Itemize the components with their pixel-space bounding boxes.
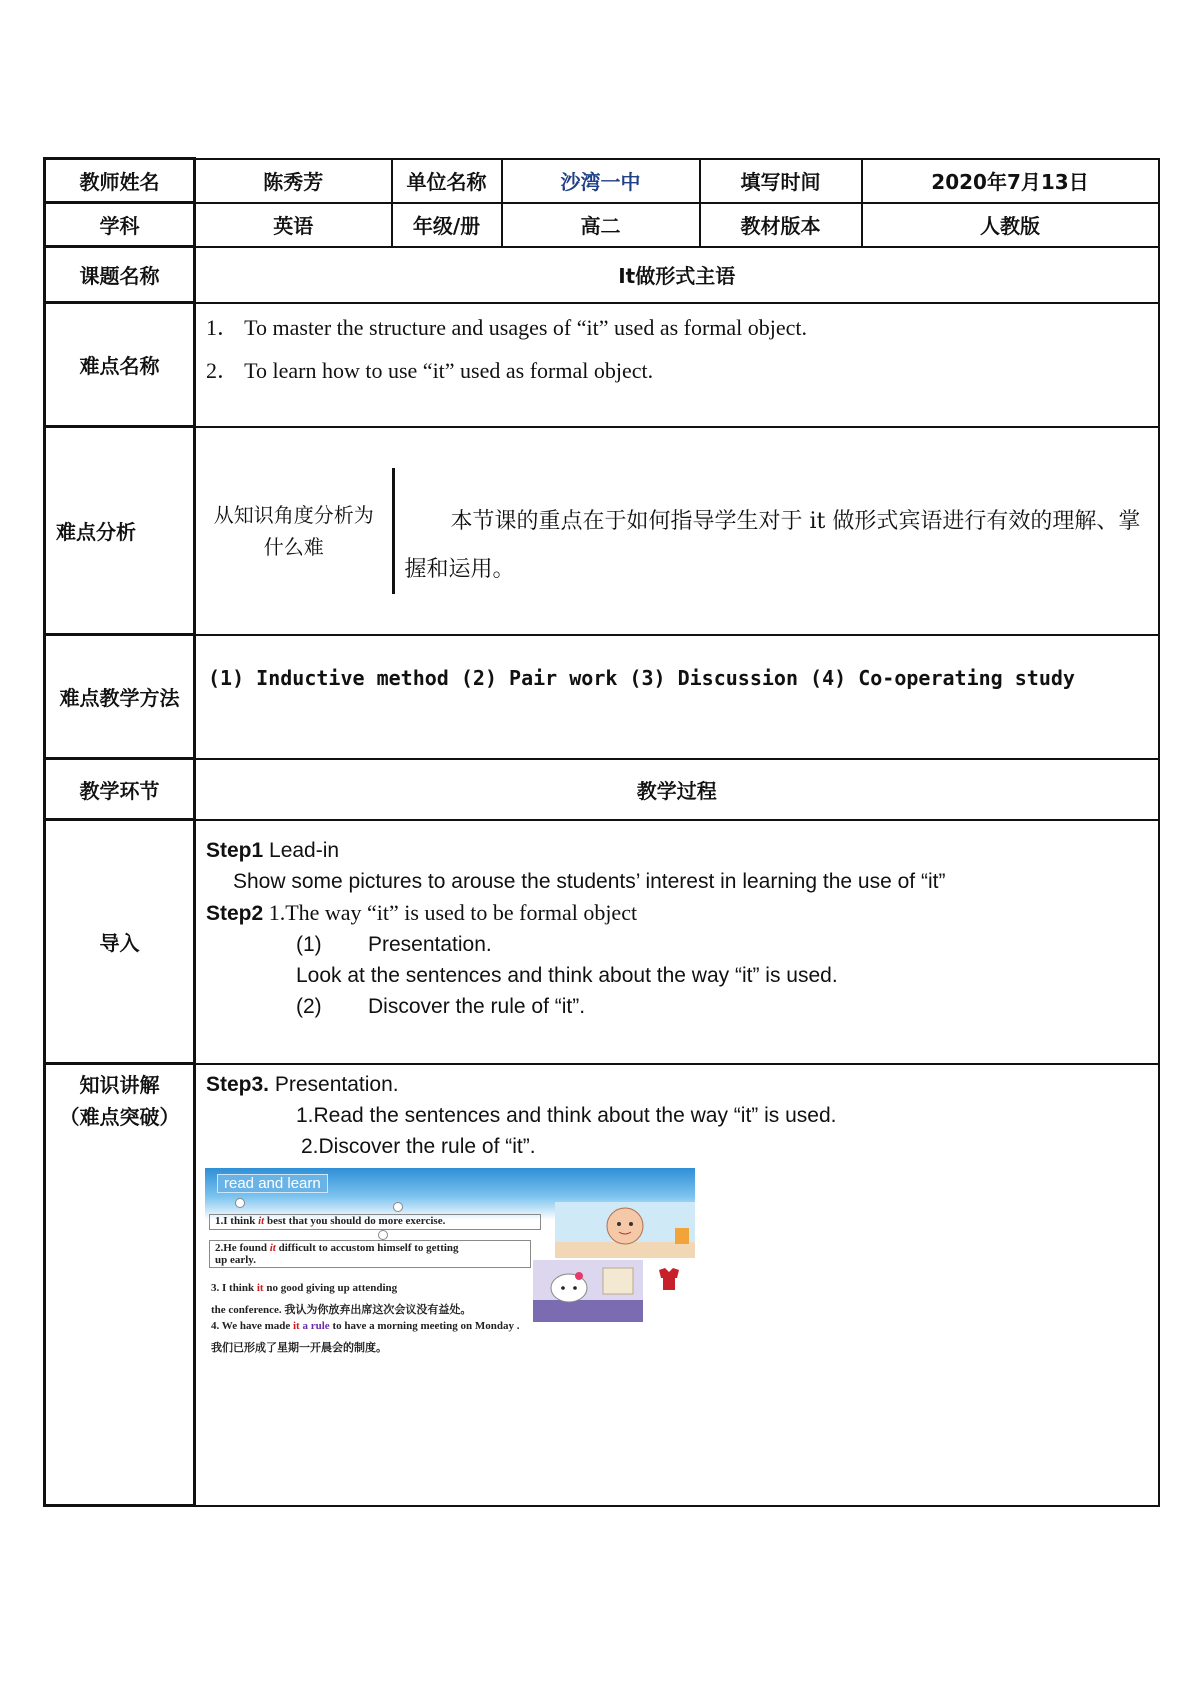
knowledge-label-line1: 知识讲解 (79, 1073, 160, 1097)
s3-b: no good giving up attending (263, 1281, 398, 1294)
difficulty-list (195, 303, 1159, 427)
difficulty-item-2: 2． To learn how to use “it” used as formal object. (206, 357, 654, 383)
baby-toy (675, 1228, 689, 1244)
intro-sub2-num: (2) (296, 994, 322, 1018)
intro-step1-bold: Step1 (206, 838, 264, 862)
knowledge-step3-bold: Step3. (206, 1072, 270, 1096)
process-value: 教学过程 (195, 759, 1159, 820)
intro-sub1 (206, 929, 1148, 960)
date-value: 2020年7月13日 (862, 159, 1159, 203)
intro-sub1-text: Presentation. (368, 932, 492, 956)
difficulty-label: 难点名称 (45, 303, 195, 427)
intro-step2-bold: Step2 (206, 901, 264, 925)
kitty-picture (533, 1260, 643, 1322)
subject-value: 英语 (195, 203, 392, 247)
date-label: 填写时间 (700, 159, 862, 203)
read-and-learn-slide (205, 1168, 695, 1360)
intro-step1-text: Lead-in (263, 838, 340, 862)
kitty-window (603, 1268, 633, 1294)
s3-it: it (256, 1281, 264, 1294)
slide-sentence-3-cont: the conference. 我认为你放弃出席这次会议没有益处。 (211, 1303, 472, 1316)
slide-sentence-3 (211, 1282, 397, 1294)
grade-value: 高二 (502, 203, 700, 247)
s3-a: 3. I think (211, 1281, 257, 1294)
topic-value: It做形式主语 (195, 247, 1159, 303)
topic-label: 课题名称 (45, 247, 195, 303)
baby-eye-left (617, 1222, 621, 1226)
s2-a: 2.He found (215, 1241, 270, 1254)
knowledge-line1: 1.Read the sentences and think about the way “it” is used. (296, 1103, 837, 1127)
baby-head (607, 1208, 643, 1244)
edition-label: 教材版本 (700, 203, 862, 247)
s4-rule: a rule (299, 1319, 330, 1332)
slide-sentence-1 (215, 1215, 445, 1227)
lesson-plan-table (43, 157, 1160, 1507)
process-label: 教学环节 (45, 759, 195, 820)
s1-b: best that you should do more exercise. (264, 1214, 446, 1227)
kitty-bow (575, 1272, 583, 1280)
method-label: 难点教学方法 (45, 635, 195, 759)
kitty-eye-right (573, 1286, 577, 1290)
s2-it: it (269, 1241, 276, 1254)
knowledge-label-line2: （难点突破） (59, 1105, 180, 1129)
slide-handle-2 (393, 1202, 403, 1212)
knowledge-step3-text: Presentation. (269, 1072, 399, 1096)
slide-handle-1 (235, 1198, 245, 1208)
intro-step2 (206, 897, 1148, 929)
intro-step2-text: 1.The way “it” is used to be formal object (263, 899, 638, 925)
clothes-picture (655, 1266, 683, 1292)
grade-label: 年级/册 (392, 203, 502, 247)
edition-value: 人教版 (862, 203, 1159, 247)
intro-step1 (206, 835, 1148, 866)
s1-a: 1.I think (215, 1214, 259, 1227)
analysis-label: 难点分析 (45, 427, 195, 635)
s2-b: difficult to accustom himself to getting (275, 1241, 459, 1254)
s4-b: to have a morning meeting on Monday . (329, 1319, 520, 1332)
intro-sub2-text: Discover the rule of “it”. (368, 994, 586, 1018)
method-text: (1) Inductive method (2) Pair work (3) Discussion (4) Co-operating study (195, 635, 1159, 759)
intro-step1-detail: Show some pictures to arouse the students’ interest in learning the use of “it” (233, 869, 946, 893)
unit-value: 沙湾一中 (502, 159, 700, 203)
teacher-value: 陈秀芳 (195, 159, 392, 203)
s4-it: it (293, 1319, 300, 1332)
difficulty-item-1: 1． To master the structure and usages of “it” used as formal object. (206, 314, 808, 340)
analysis-cell (195, 427, 1159, 635)
knowledge-step3 (196, 1069, 1148, 1100)
analysis-text: 本节课的重点在于如何指导学生对于 it 做形式宾语进行有效的理解、掌握和运用。 (404, 508, 1141, 582)
slide-title: read and learn (217, 1174, 328, 1193)
knowledge-label (45, 1064, 195, 1506)
kitty-bed (533, 1300, 643, 1322)
slide-sentence-4-cont: 我们已形成了星期一开晨会的制度。 (211, 1341, 387, 1354)
clothes-shape (659, 1268, 679, 1290)
intro-sub2 (206, 991, 1148, 1022)
s2-c: up early. (215, 1253, 256, 1266)
intro-sub1-num: (1) (296, 932, 322, 956)
teacher-label: 教师姓名 (45, 159, 195, 203)
intro-label: 导入 (45, 820, 195, 1064)
subject-label: 学科 (45, 203, 195, 247)
baby-picture (555, 1202, 695, 1258)
analysis-inner (196, 468, 1158, 594)
s1-it: it (258, 1214, 265, 1227)
slide-sentence-2 (215, 1242, 459, 1266)
intro-sub1-detail: Look at the sentences and think about the way “it” is used. (296, 963, 838, 987)
knowledge-content (195, 1064, 1159, 1506)
slide-handle-3 (378, 1230, 388, 1240)
kitty-eye-left (561, 1286, 565, 1290)
knowledge-line2: 2.Discover the rule of “it”. (301, 1134, 536, 1158)
slide-sentence-4 (211, 1320, 519, 1332)
unit-label: 单位名称 (392, 159, 502, 203)
analysis-sub-label: 从知识角度分析为什么难 (196, 468, 393, 594)
s4-a: 4. We have made (211, 1319, 293, 1332)
baby-eye-right (629, 1222, 633, 1226)
intro-content (195, 820, 1159, 1064)
